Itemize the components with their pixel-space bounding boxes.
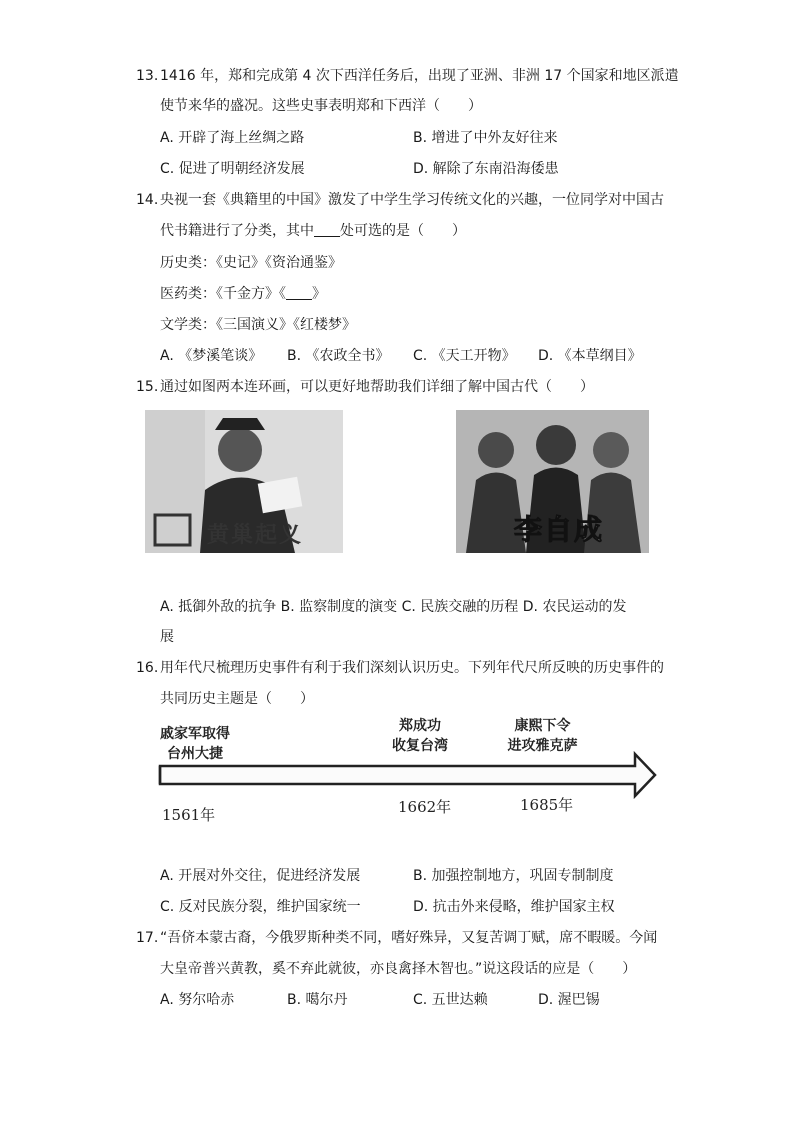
option-a: A. 开展对外交往，促进经济发展 [160,868,361,884]
q17-line1: 17. “吾侪本蒙古裔，今俄罗斯种类不同，嗜好殊异，又复苦调丁赋，席不暇暖。今闻 [136,930,658,946]
comic-title-lizicheng: 李自成 [514,513,605,546]
option-b: B. 加强控制地方，巩固专制制度 [413,868,614,884]
q14-category-history: 历史类：《史记》《资治通鉴》 [160,255,342,271]
comic-image-lizicheng [456,410,649,553]
option-d: D. 解除了东南沿海倭患 [413,161,559,177]
q13-line1: 13. 1416 年，郑和完成第 4 次下西洋任务后，出现了亚洲、非洲 17 个国家和地区派遣 [136,68,679,84]
option-b: B. 《农政全书》 [287,348,390,364]
q15-line1: 15. 通过如图两本连环画，可以更好地帮助我们详细了解中国古代（ ） [136,379,594,395]
q14-category-literature: 文学类：《三国演义》《红楼梦》 [160,317,356,333]
comic-image-huangchao [145,410,343,553]
option-b: B. 增进了中外友好往来 [413,130,558,146]
option-c: C. 促进了明朝经济发展 [160,161,305,177]
option-c: C. 《天工开物》 [413,348,516,364]
q13-line2: 使节来华的盛况。这些史事表明郑和下西洋（ ） [160,98,482,114]
question-number: 13. [136,68,159,84]
option-d: D. 《本草纲目》 [538,348,642,364]
answer-blank [314,222,340,237]
option-c: C. 反对民族分裂，维护国家统一 [160,899,361,915]
timeline-year-1: 1561年 [162,806,216,824]
comic-title-huangchao: 黄巢起义 [207,522,304,548]
timeline-year-2: 1662年 [398,798,452,816]
option-a: A. 《梦溪笔谈》 [160,348,263,364]
answer-blank [286,285,312,300]
option-d: D. 抗击外来侵略，维护国家主权 [413,899,615,915]
option-a: A. 努尔哈赤 [160,992,235,1008]
q14-line2: 代书籍进行了分类，其中 处可选的是（ ） [160,223,466,239]
timeline-year-3: 1685年 [520,796,574,814]
option-d: D. 渥巴锡 [538,992,600,1008]
q16-line2: 共同历史主题是（ ） [160,691,314,707]
option-c: C. 五世达赖 [413,992,488,1008]
timeline-event-3: 康熙下令 进攻雅克萨 [507,718,578,754]
q15-options-line1: A. 抵御外敌的抗争 B. 监察制度的演变 C. 民族交融的历程 D. 农民运动的发 [160,599,627,615]
option-a: A. 开辟了海上丝绸之路 [160,130,305,146]
q14-line1: 14. 央视一套《典籍里的中国》激发了中学生学习传统文化的兴趣，一位同学对中国古 [136,192,664,208]
q16-line1: 16. 用年代尺梳理历史事件有利于我们深刻认识历史。下列年代尺所反映的历史事件的 [136,660,664,676]
question-number: 14. [136,192,159,208]
question-number: 16. [136,660,159,676]
timeline-event-1: 戚家军取得 台州大捷 [160,726,230,762]
option-b: B. 噶尔丹 [287,992,348,1008]
question-number: 17. [136,930,159,946]
timeline-event-2: 郑成功 收复台湾 [392,718,448,754]
q17-line2: 大皇帝普兴黄教，奚不弃此就彼，亦良禽择木智也。”说这段话的应是（ ） [160,961,637,977]
q15-options-line2: 展 [160,629,174,645]
q14-category-medicine: 医药类：《千金方》《 》 [160,286,326,302]
question-number: 15. [136,379,159,395]
timeline [140,716,660,836]
